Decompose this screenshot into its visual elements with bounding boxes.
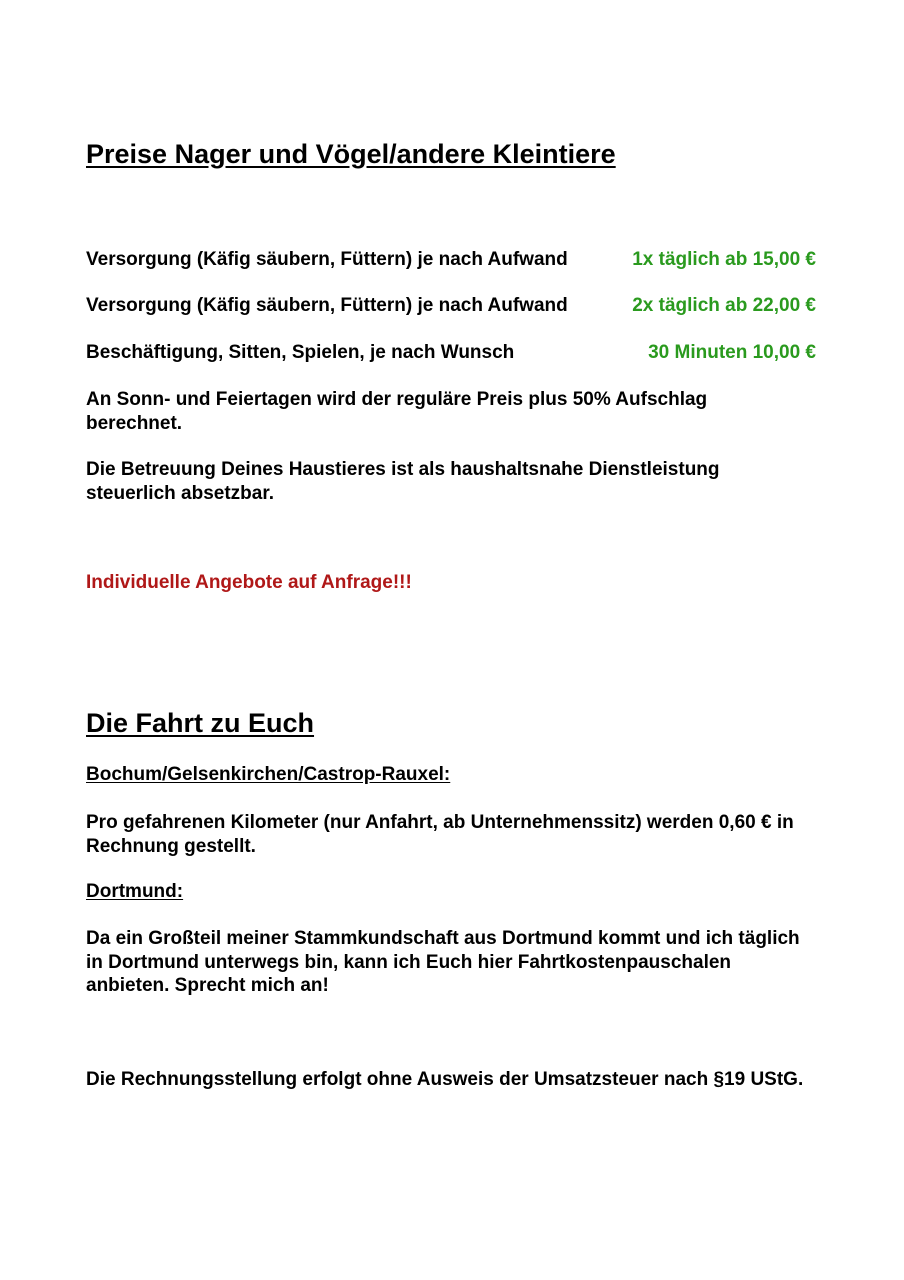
mileage-cost-note: Pro gefahrenen Kilometer (nur Anfahrt, ab Unternehmenssitz) werden 0,60 € in Rechnung gestellt. — [86, 812, 794, 857]
price-row — [86, 249, 816, 275]
vat-exemption-note: Die Rechnungsstellung erfolgt ohne Ausweis der Umsatzsteuer nach §19 UStG. — [86, 1069, 804, 1090]
price-row-description: Versorgung (Käfig säubern, Füttern) je nach Aufwand — [86, 249, 568, 270]
price-row-description: Versorgung (Käfig säubern, Füttern) je nach Aufwand — [86, 295, 568, 316]
individual-offers-note: Individuelle Angebote auf Anfrage!!! — [86, 572, 412, 593]
price-row-price: 1x täglich ab 15,00 € — [632, 249, 816, 270]
price-row — [86, 342, 816, 368]
travel-title: Die Fahrt zu Euch — [86, 708, 315, 738]
region-heading-bochum: Bochum/Gelsenkirchen/Castrop-Rauxel: — [86, 764, 451, 785]
price-row-price: 2x täglich ab 22,00 € — [632, 295, 816, 316]
holiday-surcharge-note: An Sonn- und Feiertagen wird der reguläre Preis plus 50% Aufschlag berechnet. — [86, 389, 708, 434]
region-heading-dortmund: Dortmund: — [86, 881, 184, 902]
dortmund-flat-rate-note: Da ein Großteil meiner Stammkundschaft aus Dortmund kommt und ich täglich in Dortmund unterwegs bin, kann ich Euch hier Fahrtkostenpauschalen anbieten. Sprecht mich an! — [86, 928, 800, 996]
price-row-price: 30 Minuten 10,00 € — [648, 342, 816, 363]
prices-title: Preise Nager und Vögel/andere Kleintiere — [86, 139, 616, 169]
price-row-description: Beschäftigung, Sitten, Spielen, je nach Wunsch — [86, 342, 515, 363]
price-row — [86, 295, 816, 321]
tax-deduction-note: Die Betreuung Deines Haustieres ist als haushaltsnahe Dienstleistung steuerlich absetzbar. — [86, 459, 720, 504]
